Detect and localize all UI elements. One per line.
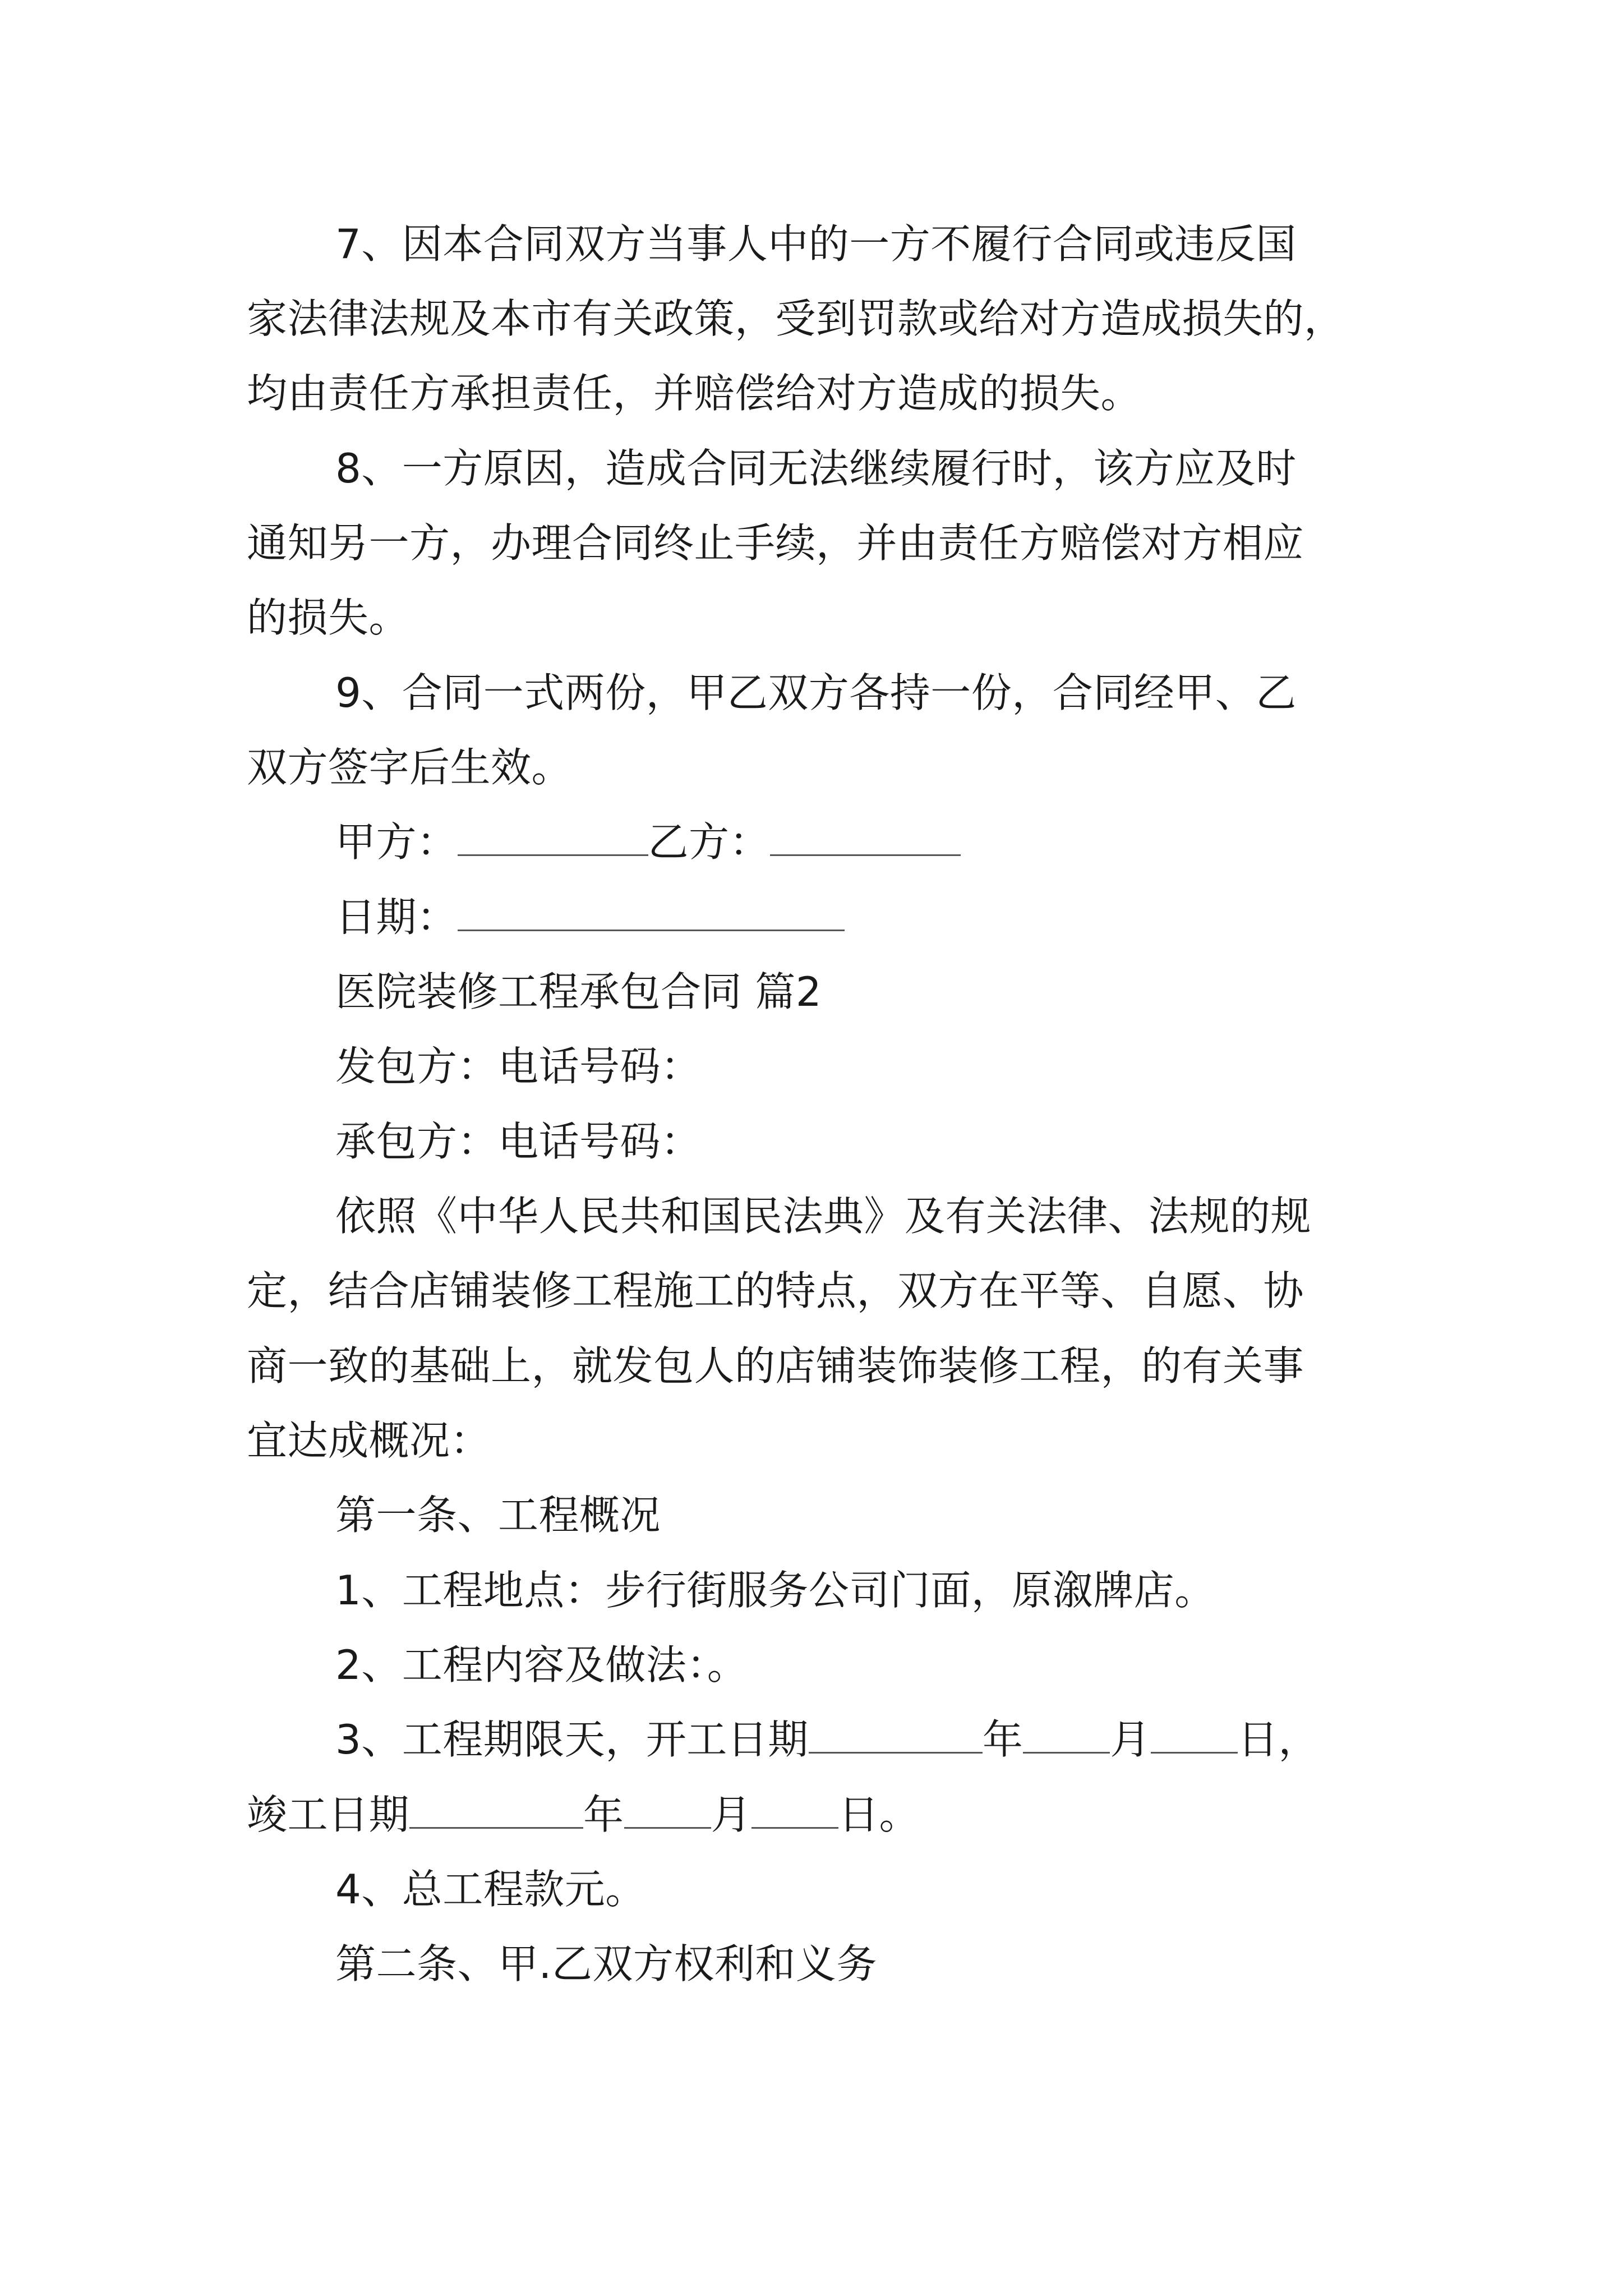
- date-row: [335, 892, 845, 942]
- day-label: 日: [1237, 1716, 1279, 1763]
- party-a-blank[interactable]: [458, 820, 648, 856]
- date-label: 日期：: [335, 894, 458, 941]
- clause-9-line-2: 双方签字后生效。: [247, 744, 573, 791]
- start-month-blank[interactable]: [1023, 1717, 1110, 1754]
- article-1-item-2: 2、工程内容及做法：。: [335, 1641, 748, 1688]
- signature-row: [335, 817, 961, 867]
- clause-7-line-3: 均由责任方承担责任，并赔偿给对方造成的损失。: [247, 370, 1142, 417]
- preamble-line-3: 商一致的基础上，就发包人的店铺装饰装修工程，的有关事: [247, 1342, 1304, 1389]
- receiver-line: 承包方：电话号码：: [335, 1118, 702, 1165]
- party-a-label: 甲方：: [335, 818, 458, 866]
- article-1-item-1: 1、工程地点：步行街服务公司门面，原溆牌店。: [335, 1567, 1215, 1614]
- clause-8-line-1: 8、一方原因，造成合同无法继续履行时，该方应及时: [335, 445, 1297, 492]
- end-year-blank[interactable]: [409, 1792, 583, 1829]
- date-blank[interactable]: [458, 895, 845, 931]
- month-label: 月: [1110, 1716, 1151, 1763]
- clause-7-line-2: 家法律法规及本市有关政策，受到罚款或给对方造成损失的，: [247, 295, 1345, 342]
- article-1-title: 第一条、工程概况: [335, 1492, 661, 1539]
- section-title: 医院装修工程承包合同 篇2: [335, 968, 822, 1015]
- clause-8-line-3: 的损失。: [247, 594, 410, 641]
- party-b-blank[interactable]: [770, 820, 961, 856]
- article-1-item-3-line-2: [247, 1789, 920, 1840]
- comma: ，: [1278, 1716, 1319, 1763]
- year-label: 年: [583, 1791, 624, 1838]
- preamble-line-4: 宜达成概况：: [247, 1417, 491, 1464]
- issuer-line: 发包方：电话号码：: [335, 1043, 702, 1090]
- completion-label: 竣工日期: [247, 1791, 410, 1838]
- month-label: 月: [711, 1791, 752, 1838]
- party-b-label: 乙方：: [648, 818, 771, 866]
- clause-9-line-1: 9、合同一式两份，甲乙双方各持一份，合同经甲、乙: [335, 669, 1297, 716]
- clause-7-line-1: 7、因本合同双方当事人中的一方不履行合同或违反国: [335, 220, 1297, 268]
- clause-8-line-2: 通知另一方，办理合同终止手续，并由责任方赔偿对方相应: [247, 519, 1304, 567]
- start-year-blank[interactable]: [809, 1717, 983, 1754]
- day-end-label: 日。: [838, 1791, 920, 1838]
- item-3-prefix: 3、工程期限天，开工日期: [335, 1716, 809, 1763]
- year-label: 年: [982, 1716, 1023, 1763]
- end-month-blank[interactable]: [624, 1792, 711, 1829]
- preamble-line-1: 依照《中华人民共和国民法典》及有关法律、法规的规: [335, 1193, 1312, 1240]
- article-1-item-4: 4、总工程款元。: [335, 1866, 646, 1913]
- preamble-line-2: 定，结合店铺装修工程施工的特点，双方在平等、自愿、协: [247, 1267, 1304, 1314]
- start-day-blank[interactable]: [1151, 1717, 1238, 1754]
- article-2-title: 第二条、甲.乙双方权利和义务: [335, 1940, 877, 1987]
- end-day-blank[interactable]: [751, 1792, 838, 1829]
- article-1-item-3-line-1: [335, 1714, 1319, 1765]
